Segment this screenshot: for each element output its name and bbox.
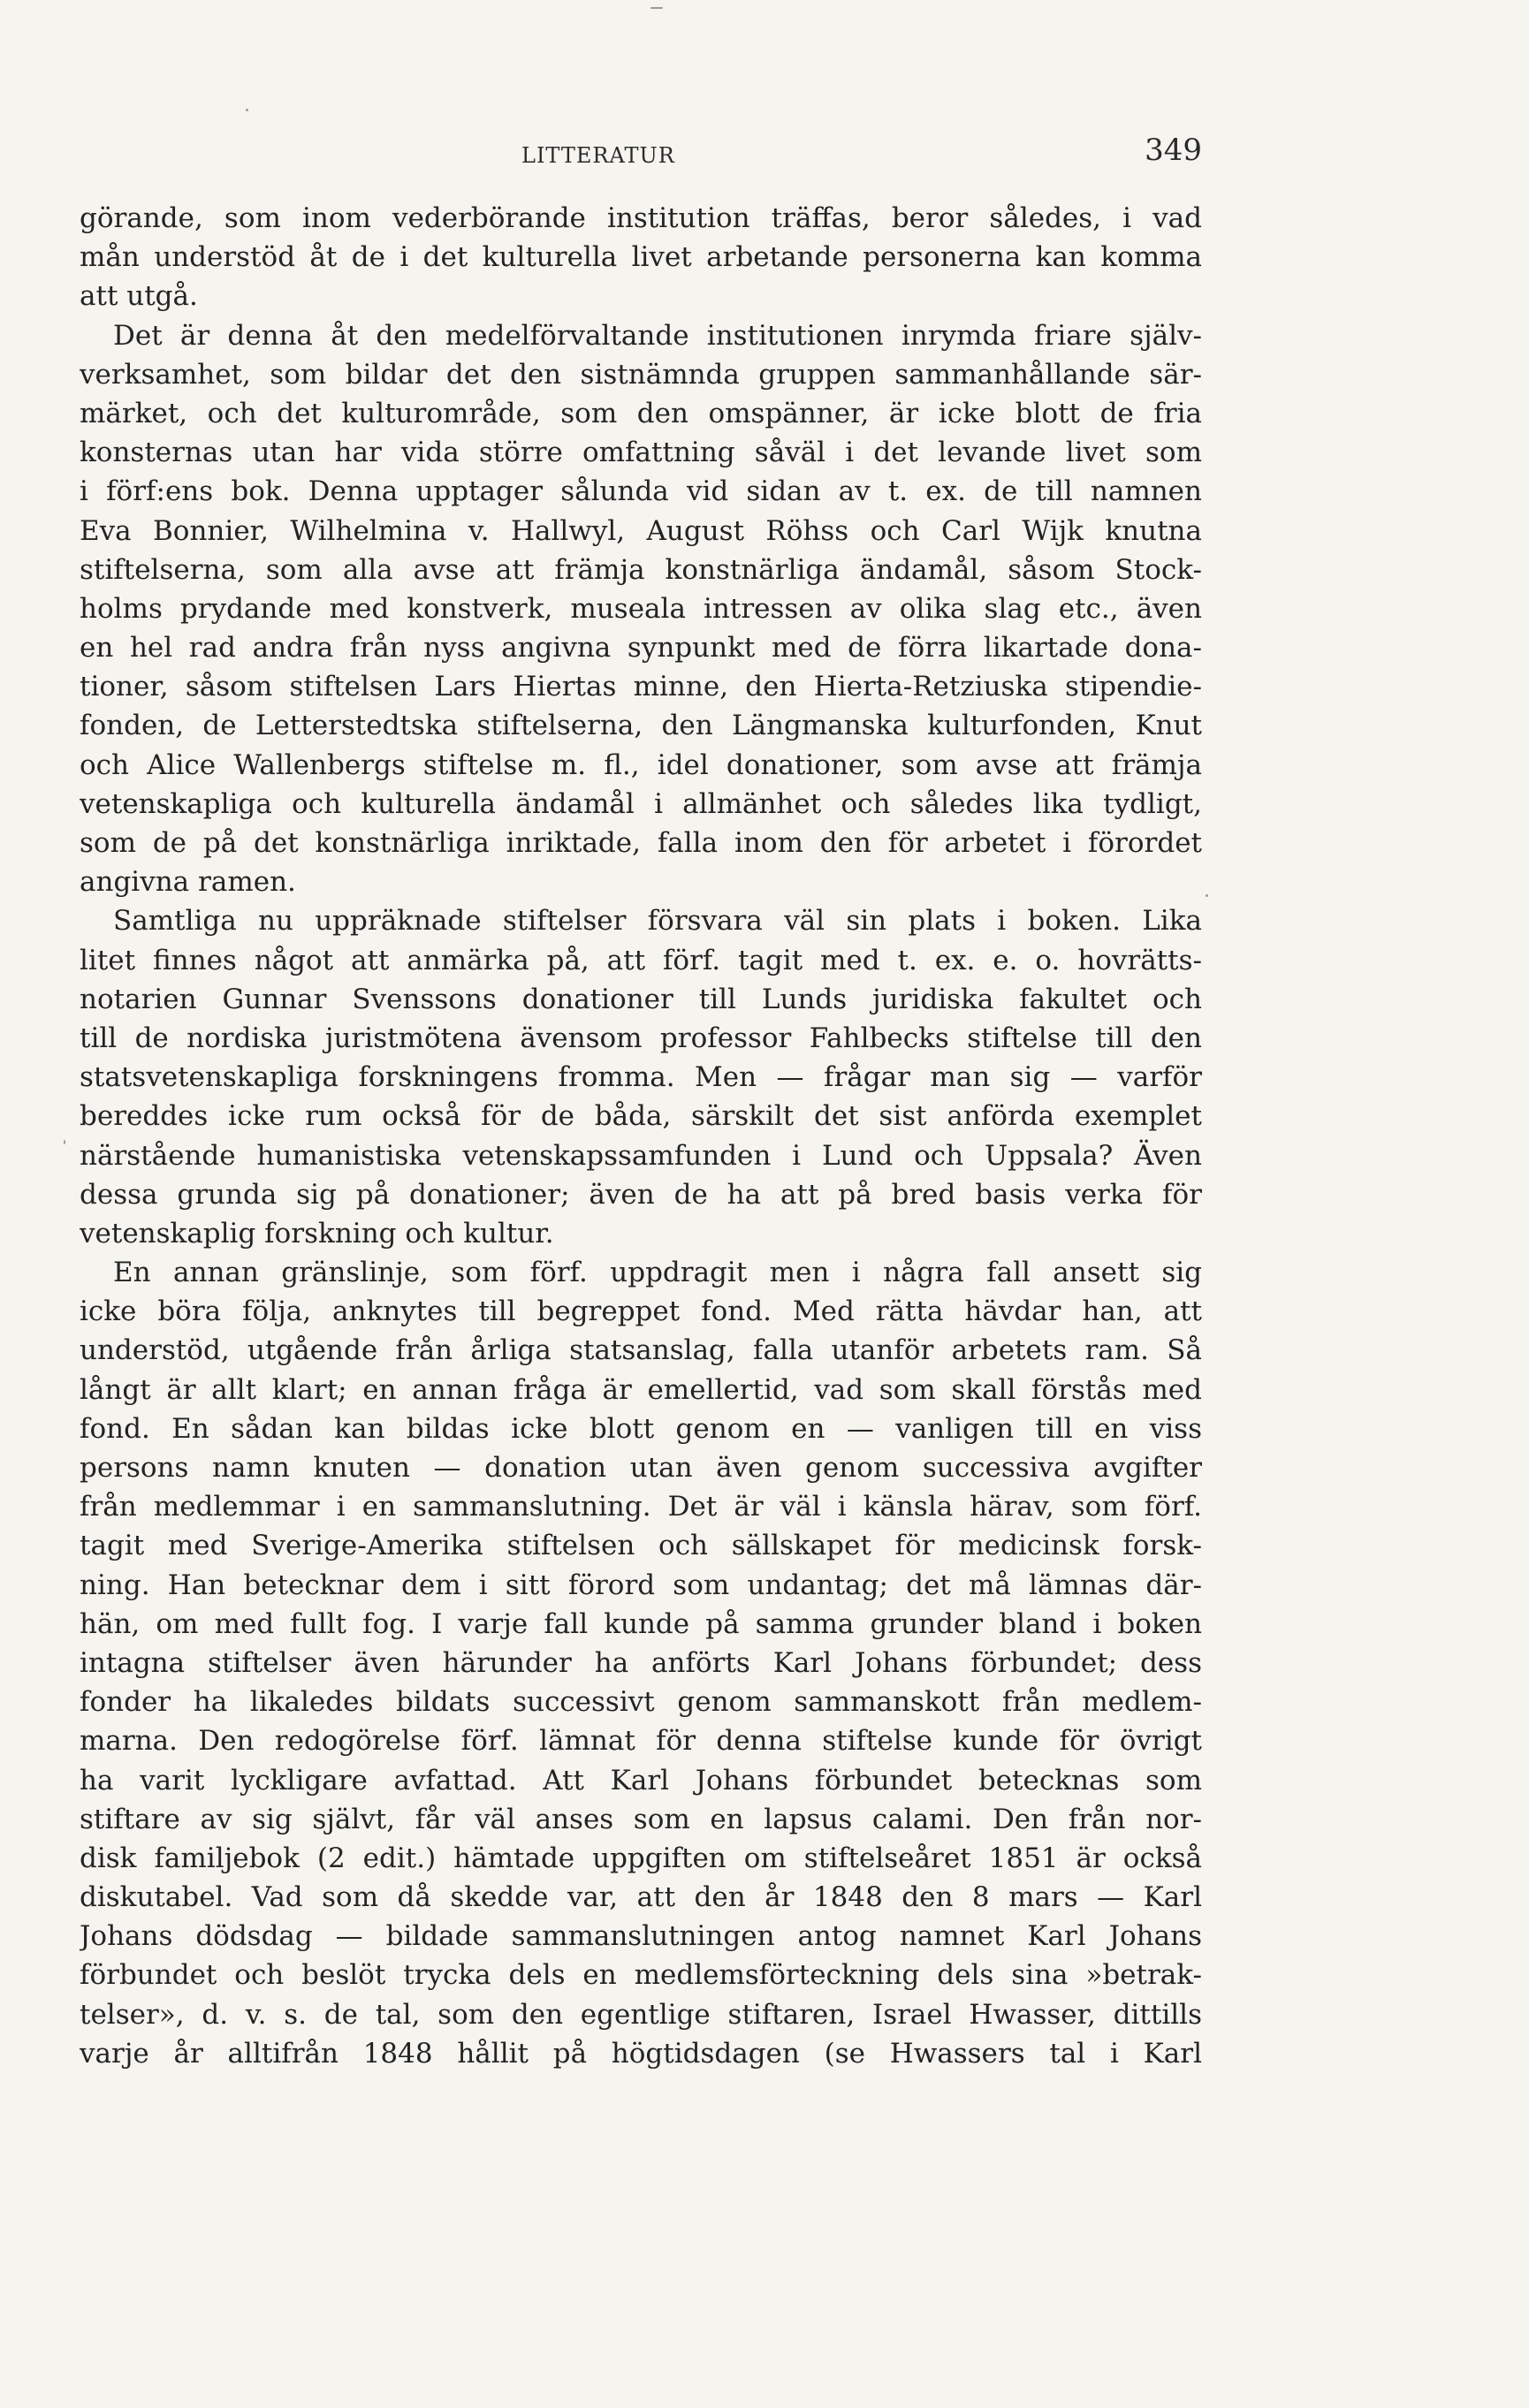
page-header — [80, 131, 1202, 184]
scan-speck — [64, 1140, 65, 1144]
text-line: fond. En sådan kan bildas icke blott genom en — vanligen till en viss — [80, 1412, 1202, 1445]
text-line: hän, om med fullt fog. I varje fall kunde på samma grunder bland i boken — [80, 1607, 1202, 1640]
text-line: statsvetenskapliga forskningens fromma. Men — frågar man sig — varför — [80, 1061, 1202, 1094]
text-line: märket, och det kulturområde, som den omspänner, är icke blott de fria — [80, 397, 1202, 429]
text-line: i förf:ens bok. Denna upptager sålunda vid sidan av t. ex. de till namnen — [80, 475, 1202, 508]
text-line: icke böra följa, anknytes till begreppet fond. Med rätta hävdar han, att — [80, 1295, 1202, 1328]
text-line: närstående humanistiska vetenskapssamfunden i Lund och Uppsala? Även — [80, 1139, 1202, 1172]
text-line: telser», d. v. s. de tal, som den egentlige stiftaren, Israel Hwasser, dittills — [80, 1998, 1202, 2031]
text-line: en hel rad andra från nyss angivna synpunkt med de förra likartade dona- — [80, 632, 1202, 665]
text-line: vetenskapliga och kulturella ändamål i allmänhet och således lika tydligt, — [80, 787, 1202, 820]
text-line: görande, som inom vederbörande institution träffas, beror således, i vad — [80, 202, 1202, 234]
text-line: att utgå. — [80, 280, 198, 313]
text-line: notarien Gunnar Svenssons donationer till Lunds juridiska fakultet och — [80, 983, 1202, 1015]
text-line: förbundet och beslöt trycka dels en medlemsförteckning dels sina »betrak- — [80, 1959, 1202, 1992]
text-line: tagit med Sverige-Amerika stiftelsen och sällskapet för medicinsk forsk- — [80, 1530, 1202, 1562]
text-line: Eva Bonnier, Wilhelmina v. Hallwyl, August Röhss och Carl Wijk knutna — [80, 514, 1202, 547]
text-line: till de nordiska juristmötena ävensom professor Fahlbecks stiftelse till den — [80, 1022, 1202, 1054]
page-number: 349 — [1145, 133, 1202, 168]
text-line: ha varit lyckligare avfattad. Att Karl Johans förbundet betecknas som — [80, 1764, 1202, 1797]
text-line: från medlemmar i en sammanslutning. Det är väl i känsla härav, som förf. — [80, 1491, 1202, 1523]
text-line: angivna ramen. — [80, 866, 296, 899]
text-line: persons namn knuten — donation utan även genom successiva avgifter — [80, 1452, 1202, 1484]
text-line: Johans dödsdag — bildade sammanslutningen antog namnet Karl Johans — [80, 1920, 1202, 1953]
text-line: En annan gränslinje, som förf. uppdragit men i några fall ansett sig — [113, 1257, 1202, 1289]
text-line: verksamhet, som bildar det den sistnämnda gruppen sammanhållande sär- — [80, 358, 1202, 391]
text-line: vetenskaplig forskning och kultur. — [80, 1217, 554, 1250]
scan-speck — [246, 109, 248, 111]
body-text — [80, 199, 1202, 2112]
text-line: litet finnes något att anmärka på, att förf. tagit med t. ex. e. o. hovrätts- — [80, 944, 1202, 976]
text-line: konsternas utan har vida större omfattning såväl i det levande livet som — [80, 437, 1202, 469]
text-line: varje år alltifrån 1848 hållit på högtidsdagen (se Hwassers tal i Karl — [80, 2037, 1202, 2070]
text-line: fonder ha likaledes bildats successivt genom sammanskott från medlem- — [80, 1686, 1202, 1719]
text-line: bereddes icke rum också för de båda, särskilt det sist anförda exemplet — [80, 1100, 1202, 1133]
text-line: och Alice Wallenbergs stiftelse m. fl., idel donationer, som avse att främja — [80, 748, 1202, 781]
text-line: holms prydande med konstverk, museala intressen av olika slag etc., även — [80, 592, 1202, 625]
text-line: mån understöd åt de i det kulturella livet arbetande personerna kan komma — [80, 241, 1202, 274]
text-line: understöd, utgående från årliga statsanslag, falla utanför arbetets ram. Så — [80, 1334, 1202, 1367]
text-line: Samtliga nu uppräknade stiftelser försvara väl sin plats i boken. Lika — [113, 905, 1202, 938]
text-line: marna. Den redogörelse förf. lämnat för denna stiftelse kunde för övrigt — [80, 1725, 1202, 1758]
scan-speck — [650, 7, 663, 9]
text-line: disk familjebok (2 edit.) hämtade uppgiften om stiftelseåret 1851 är också — [80, 1842, 1202, 1874]
text-line: dessa grunda sig på donationer; även de ha att på bred basis verka för — [80, 1178, 1202, 1211]
text-line: Det är denna åt den medelförvaltande institutionen inrymda friare själv- — [113, 319, 1202, 352]
text-line: fonden, de Letterstedtska stiftelserna, den Längmanska kulturfonden, Knut — [80, 710, 1202, 742]
scan-speck — [1206, 894, 1208, 897]
text-line: stiftelserna, som alla avse att främja konstnärliga ändamål, såsom Stock- — [80, 553, 1202, 586]
text-line: långt är allt klart; en annan fråga är emellertid, vad som skall förstås med — [80, 1373, 1202, 1406]
text-line: intagna stiftelser även härunder ha anförts Karl Johans förbundet; dess — [80, 1646, 1202, 1679]
text-line: tioner, såsom stiftelsen Lars Hiertas minne, den Hierta-Retziuska stipendie- — [80, 671, 1202, 703]
text-line: ning. Han betecknar dem i sitt förord som undantag; det må lämnas där- — [80, 1569, 1202, 1601]
text-line: stiftare av sig självt, får väl anses som en lapsus calami. Den från nor- — [80, 1803, 1202, 1835]
text-line — [80, 2073, 1202, 2112]
text-line: diskutabel. Vad som då skedde var, att den år 1848 den 8 mars — Karl — [80, 1881, 1202, 1914]
running-title: LITTERATUR — [521, 143, 675, 168]
text-line: som de på det konstnärliga inriktade, falla inom den för arbetet i förordet — [80, 827, 1202, 859]
